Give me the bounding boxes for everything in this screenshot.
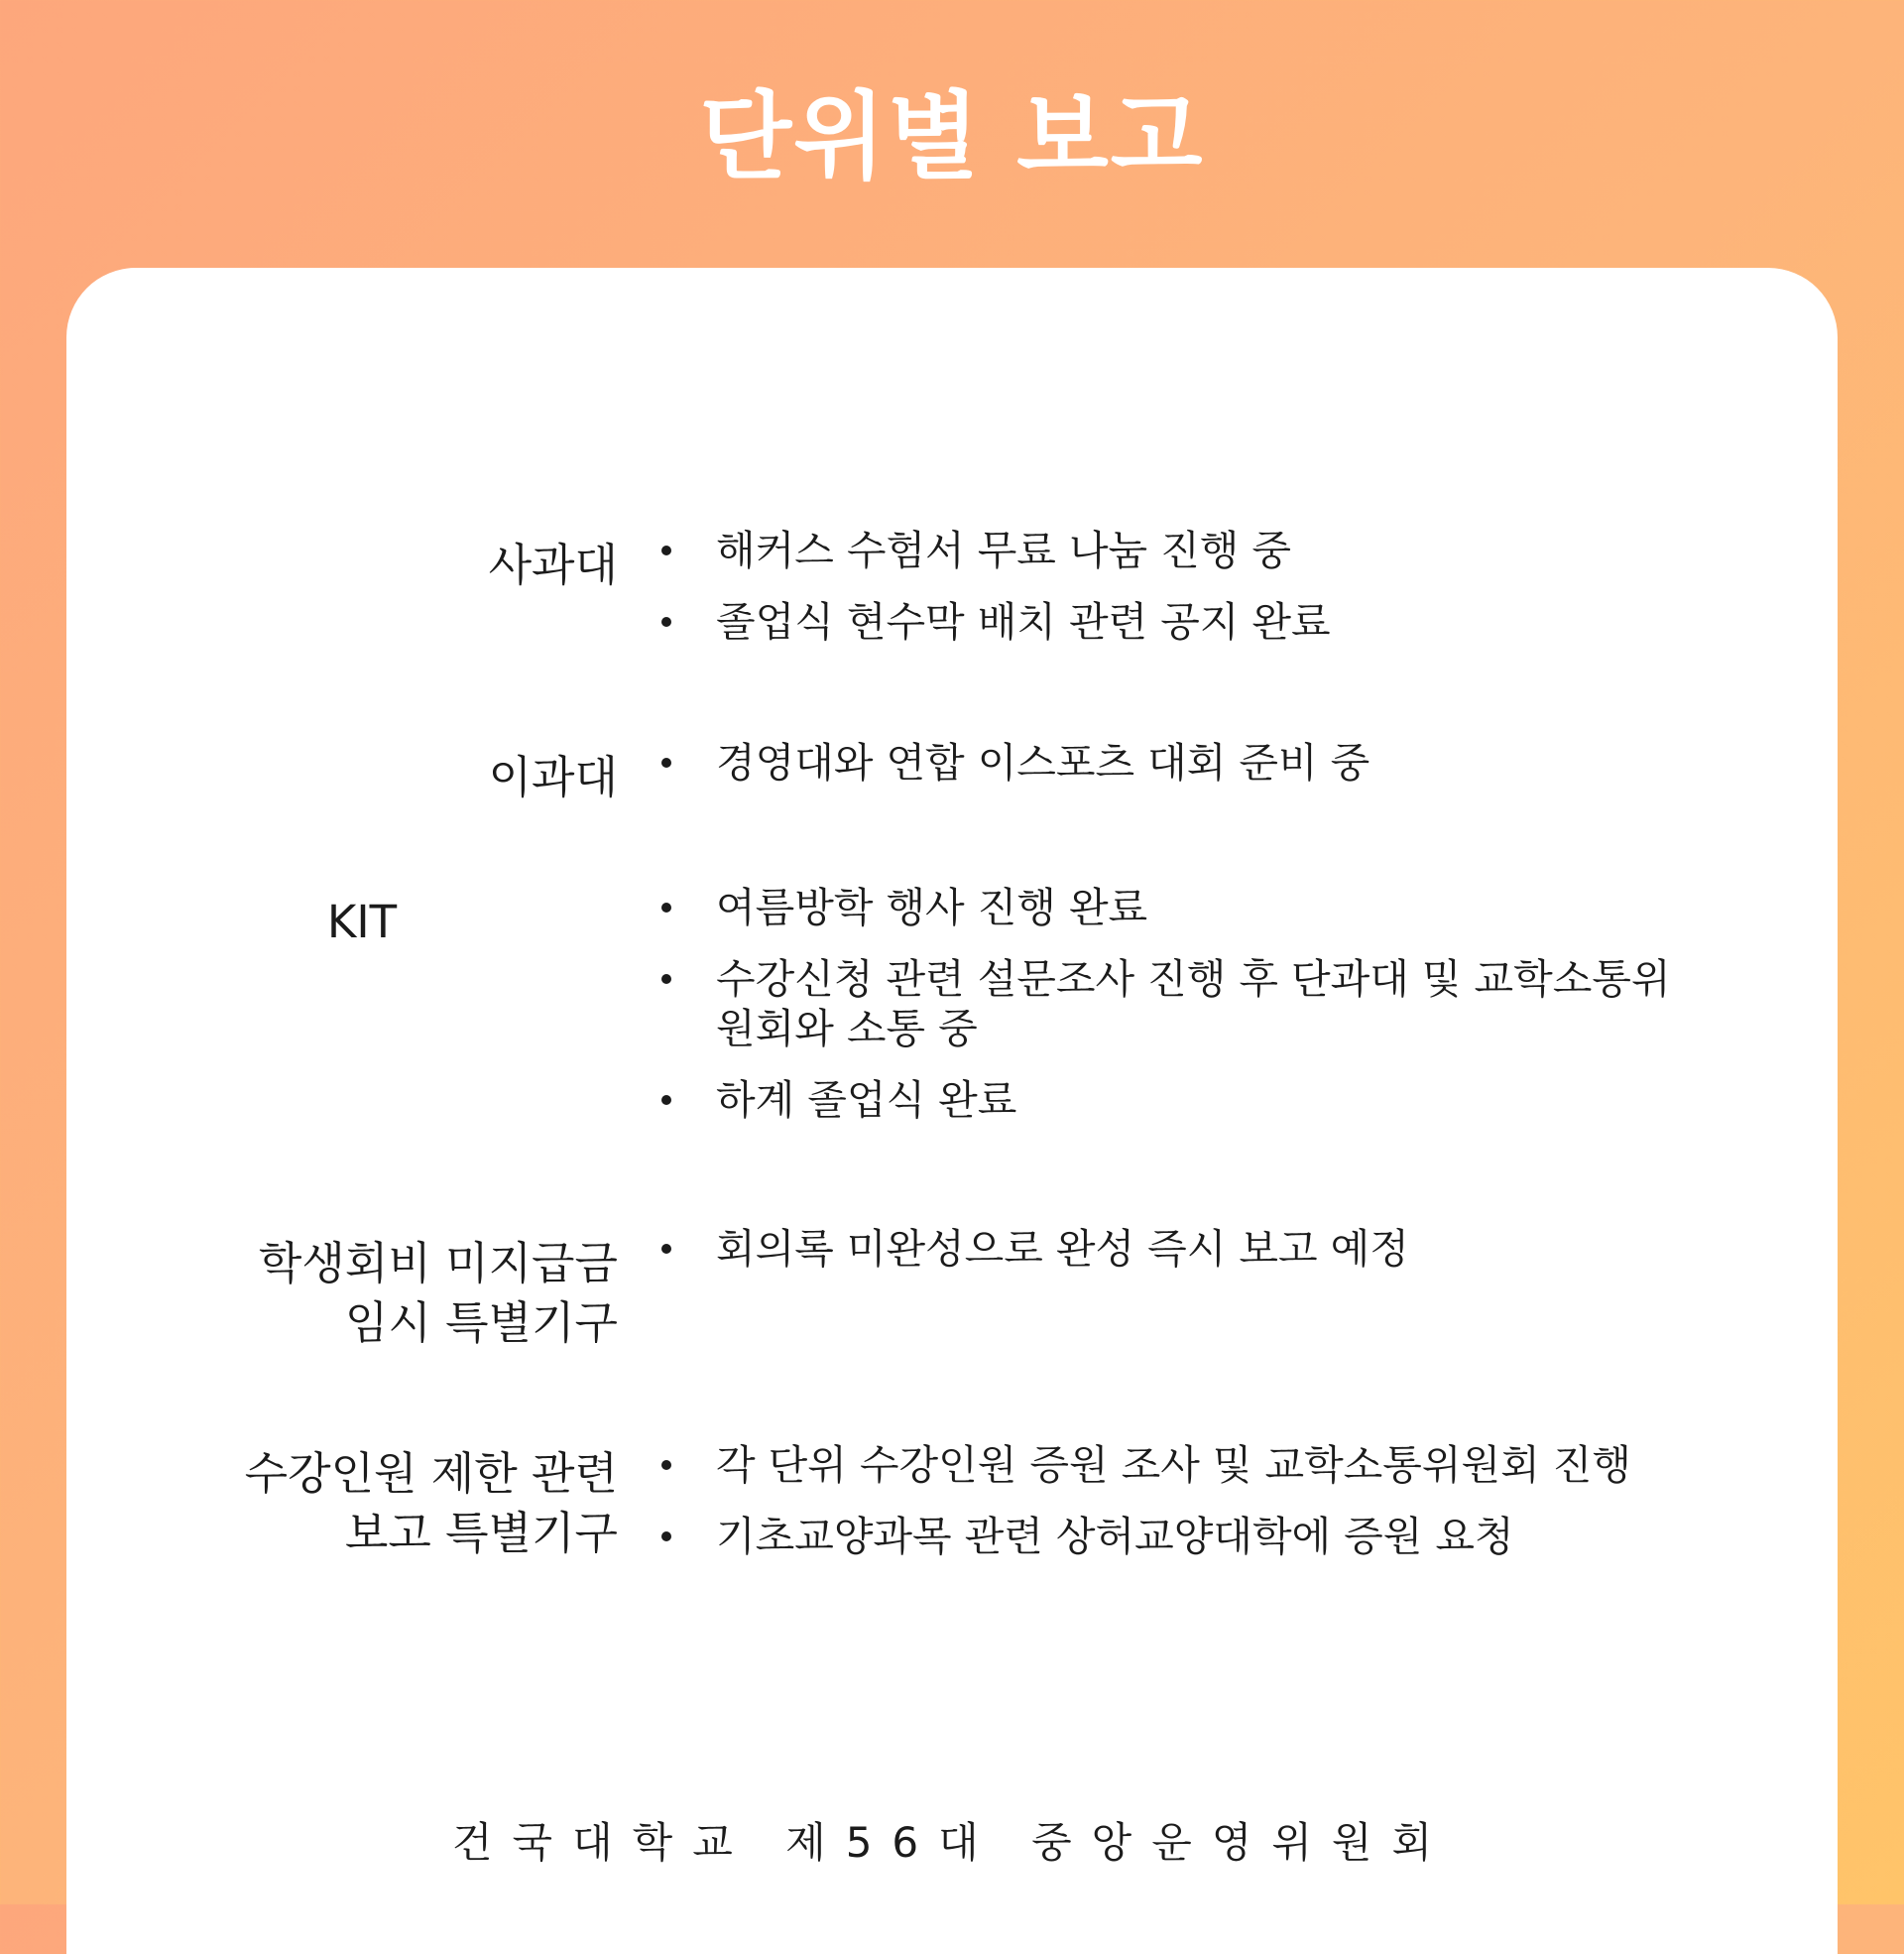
item-list	[661, 1224, 1708, 1295]
section-label-line: 보고 특별기구	[344, 1507, 618, 1559]
item-list	[661, 883, 1708, 1147]
section-label: 사과대	[488, 539, 618, 591]
bullet-icon	[661, 903, 671, 913]
list-item	[661, 738, 1708, 788]
section-label: 이과대	[488, 751, 618, 803]
page-title: 단위별 보고	[699, 81, 1205, 192]
item-list	[661, 738, 1708, 809]
item-text: 졸업식 현수막 배치 관련 공지 완료	[716, 598, 1331, 646]
bullet-icon	[661, 758, 671, 768]
section-label	[66, 1234, 618, 1353]
section-label-line: 임시 특별기구	[344, 1296, 618, 1349]
bullet-icon	[661, 1460, 671, 1470]
bullet-icon	[661, 974, 671, 984]
item-text: 수강신청 관련 설문조사 진행 후 단과대 및 교학소통위원회와 소통 중	[716, 955, 1671, 1052]
bullet-icon	[661, 1531, 671, 1541]
list-item	[661, 954, 1708, 1053]
list-item	[661, 526, 1708, 575]
item-text: 여름방학 행사 진행 완료	[716, 884, 1148, 931]
section-label-line: 수강인원 제한 관련	[244, 1447, 618, 1500]
item-list	[661, 526, 1708, 669]
report-card	[66, 268, 1838, 1954]
list-item	[661, 597, 1708, 647]
list-item	[661, 1512, 1708, 1561]
bullet-icon	[661, 617, 671, 627]
item-list	[661, 1440, 1708, 1583]
list-item	[661, 883, 1708, 932]
bullet-icon	[661, 1095, 671, 1105]
section-label: KIT	[326, 896, 398, 948]
list-item	[661, 1075, 1708, 1125]
section-label-line: 학생회비 미지급금	[258, 1237, 618, 1289]
item-text: 해커스 수험서 무료 나눔 진행 중	[716, 527, 1292, 574]
bullet-icon	[661, 1244, 671, 1254]
item-text: 기초교양과목 관련 상허교양대학에 증원 요청	[716, 1513, 1514, 1560]
item-text: 하계 졸업식 완료	[716, 1076, 1017, 1124]
list-item	[661, 1440, 1708, 1490]
bullet-icon	[661, 546, 671, 555]
item-text: 각 단위 수강인원 증원 조사 및 교학소통위원회 진행	[716, 1441, 1631, 1489]
item-text: 회의록 미완성으로 완성 즉시 보고 예정	[716, 1225, 1409, 1273]
footer-organization: 건국대학교 제56대 중앙운영위원회	[451, 1818, 1453, 1867]
list-item	[661, 1224, 1708, 1274]
item-text: 경영대와 연합 이스포츠 대회 준비 중	[716, 739, 1370, 787]
section-label	[66, 1444, 618, 1563]
